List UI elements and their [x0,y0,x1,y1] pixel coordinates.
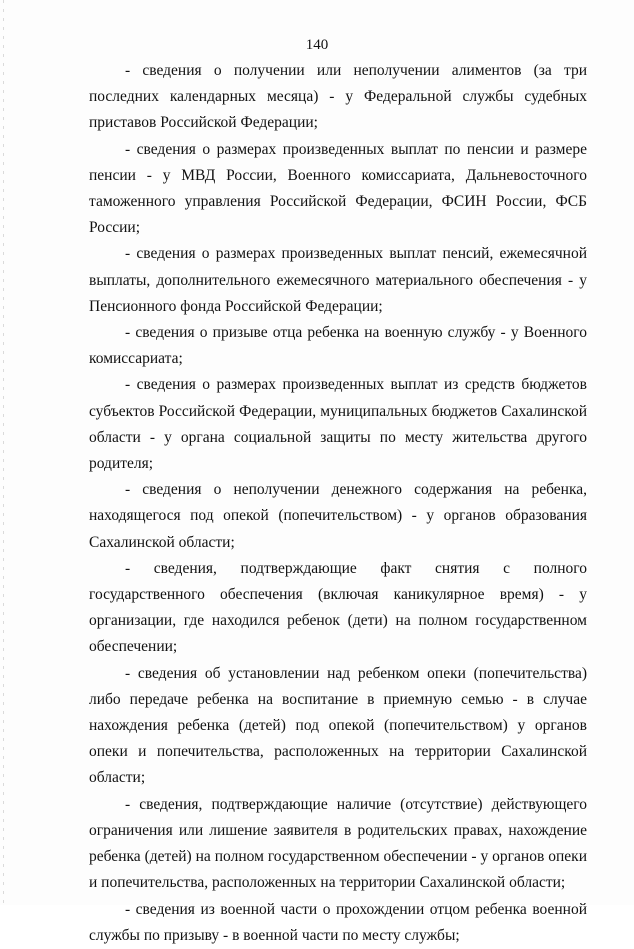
paragraph-pension-fund: - сведения о размерах произведенных выплат пенсий, ежемесячной выплаты, дополнительного ежемесячного материального обеспечения - у Пенсионного фонда Российской Федерации; [89,245,587,315]
paragraph-pension-payments: - сведения о размерах произведенных выплат по пенсии и размере пенсии - у МВД России, Военного комиссариата, Дальневосточного таможенного управления Российской Федерации, ФСИН России, ФСБ России; [89,140,587,237]
page-number: 140 [305,37,329,53]
paragraph-military-service: - сведения из военной части о прохождении отцом ребенка военной службы по призыву - в военной части по месту службы; [89,900,587,944]
paragraph-budget-payments: - сведения о размерах произведенных выплат из средств бюджетов субъектов Российской Федерации, муниципальных бюджетов Сахалинской области - у органа социальной защиты по месту жительства другого родителя; [89,376,587,473]
paragraph-alimony-info: - сведения о получении или неполучении алиментов (за три последних календарных месяца) - у Федеральной службы судебных приставов Российской Федерации; [89,62,587,132]
scan-edge-mark [3,0,4,905]
paragraph-parental-rights: - сведения, подтверждающие наличие (отсутствие) действующего ограничения или лишение заявителя в родительских правах, нахождение ребенка (детей) на полном государственном обеспечении - у органов опеки и попечительства, расположенных на территории Сахалинской области; [89,795,587,892]
document-body [89,58,587,949]
paragraph-state-support-removal: - сведения, подтверждающие факт снятия с полного государственного обеспечения (включая каникулярное время) - у организации, где находился ребенок (дети) на полном государственном обеспечении; [89,559,587,656]
paragraph-military-conscription: - сведения о призыве отца ребенка на военную службу - у Военного комиссариата; [89,324,587,368]
paragraph-guardianship-establishment: - сведения об установлении над ребенком опеки (попечительства) либо передаче ребенка на воспитание в приемную семью - в случае нахождения ребенка (детей) под опекой (попечительством) у органов опеки и попечительства, расположенных на территории Сахалинской области; [89,664,587,787]
paragraph-guardianship-allowance: - сведения о неполучении денежного содержания на ребенка, находящегося под опекой (попечительством) - у органов образования Сахалинской области; [89,481,587,551]
